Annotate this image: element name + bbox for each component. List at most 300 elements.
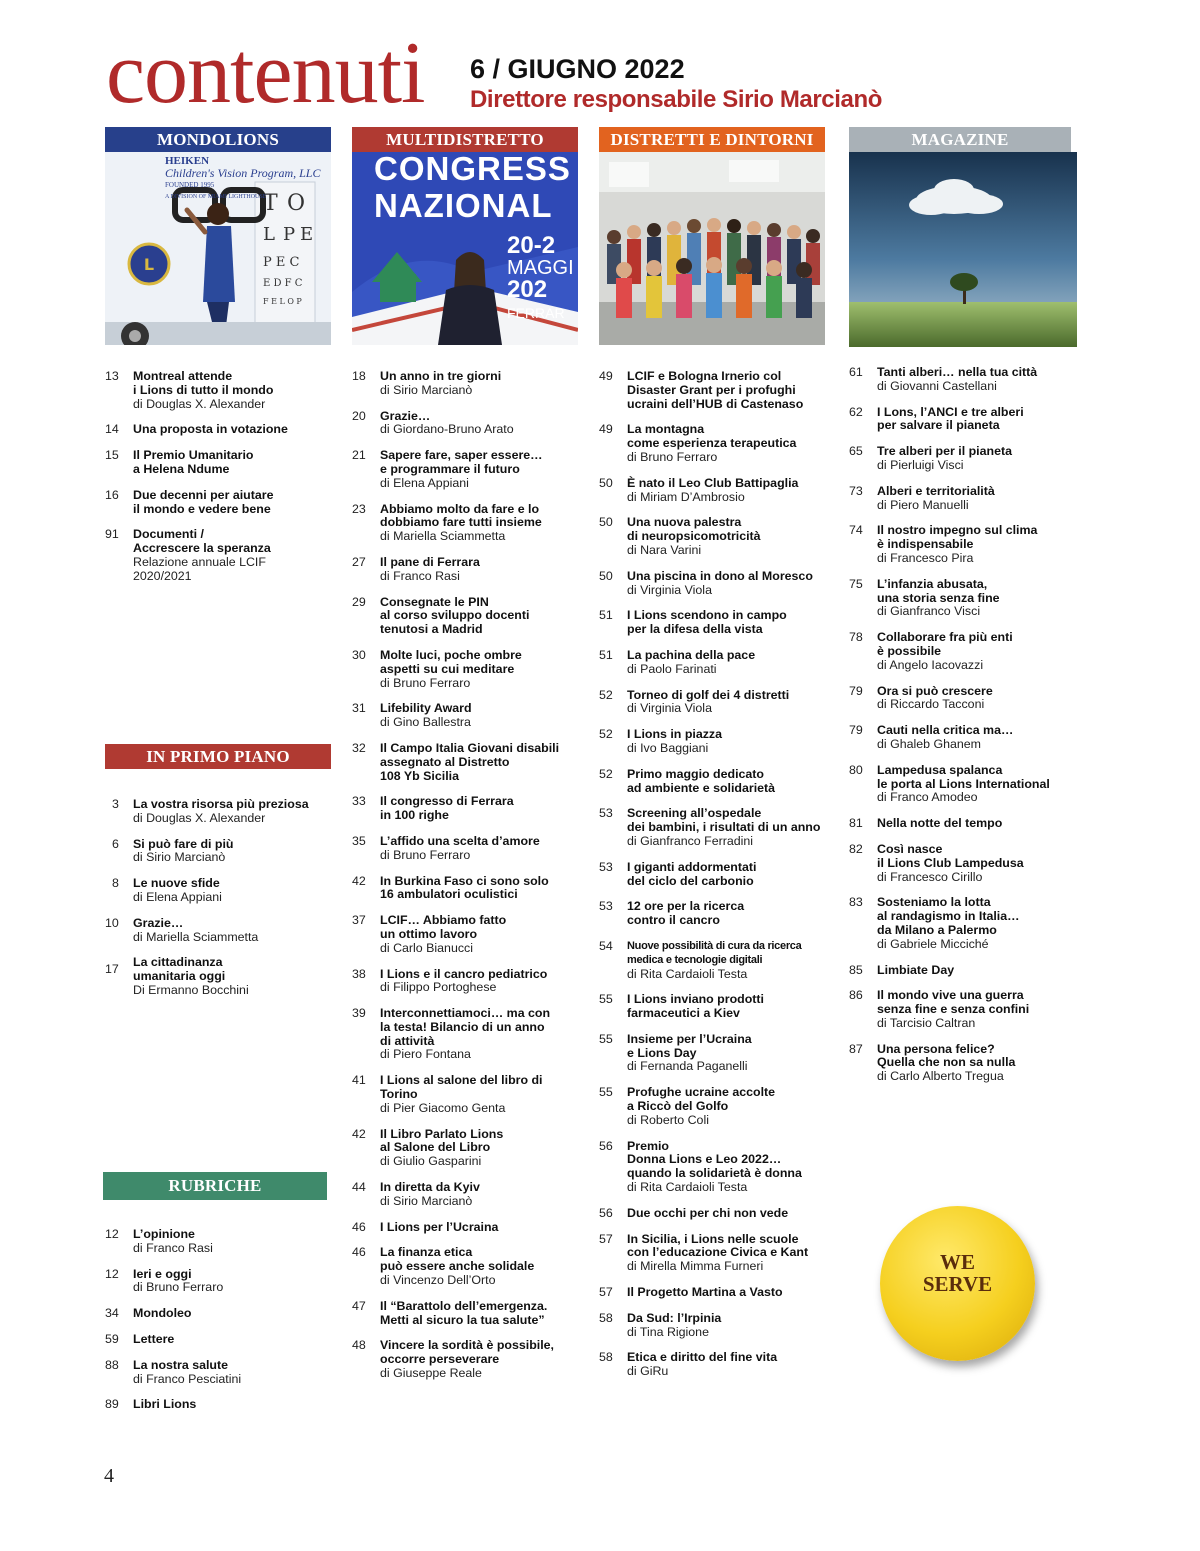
section-header-mondolions: MONDOLIONS — [105, 127, 331, 152]
toc-entry[interactable] — [599, 728, 825, 756]
entry-title: Si può fare di più — [133, 836, 234, 851]
svg-text:T: T — [263, 191, 278, 216]
toc-entry[interactable] — [849, 1043, 1075, 1084]
toc-entry[interactable] — [599, 1033, 825, 1074]
page-ref: 16 — [105, 487, 119, 502]
toc-entry[interactable] — [849, 524, 1075, 565]
page-ref: 37 — [352, 913, 366, 928]
svg-text:E: E — [300, 224, 314, 245]
toc-entry[interactable] — [105, 449, 331, 477]
section-header-multidistretto: MULTIDISTRETTO — [352, 127, 578, 152]
entry-title: I Lons, l’ANCI e tre alberi per salvare il pianeta — [877, 404, 1024, 433]
toc-entry[interactable] — [352, 449, 578, 490]
entry-title: Molte luci, poche ombre aspetti su cui meditare — [380, 647, 522, 676]
toc-entry[interactable] — [599, 423, 825, 464]
toc-entry[interactable] — [105, 370, 331, 411]
toc-list-rubriche — [105, 1228, 331, 1424]
toc-entry[interactable] — [599, 516, 825, 557]
entry-title: Lifebility Award — [380, 701, 472, 716]
page-ref: 61 — [849, 365, 863, 379]
page-ref: 34 — [105, 1306, 119, 1321]
page-ref: 14 — [105, 422, 119, 437]
entry-title: Così nasce il Lions Club Lampedusa — [877, 841, 1024, 870]
toc-entry[interactable] — [599, 900, 825, 928]
page-ref: 81 — [849, 816, 863, 831]
photo-caption-heiken: HEIKEN — [165, 155, 210, 167]
entry-title: Sapere fare, saper essere… e programmare il futuro — [380, 448, 543, 476]
magazine-tree-photo — [849, 152, 1077, 347]
toc-entry[interactable] — [599, 1286, 825, 1300]
entry-author: di Filippo Portoghese — [380, 980, 497, 995]
page-ref: 78 — [849, 630, 863, 645]
entry-author: di Ghaleb Ghanem — [877, 736, 982, 751]
svg-text:O: O — [287, 191, 306, 216]
entry-title: Due occhi per chi non vede — [627, 1205, 789, 1220]
badge-line-we: WE — [939, 1250, 975, 1274]
entry-author: di Pier Giacomo Genta — [380, 1100, 506, 1115]
entry-author: di Gianfranco Ferradini — [627, 833, 754, 848]
section-in-primo-piano — [105, 744, 331, 769]
section-multidistretto — [352, 127, 578, 345]
page-ref: 88 — [105, 1357, 119, 1372]
toc-entry[interactable] — [105, 1333, 331, 1347]
banner-line-nazionale: NAZIONAL — [374, 187, 553, 224]
banner-line-month: MAGGI — [507, 257, 574, 279]
page-ref: 87 — [849, 1041, 863, 1056]
entry-title: La pachina della pace — [627, 647, 756, 662]
banner-line-dates: 20-2 — [507, 232, 556, 259]
page-ref: 82 — [849, 841, 863, 856]
entry-title: La vostra risorsa più preziosa — [133, 797, 309, 811]
entry-title: Una persona felice? Quella che non sa nulla — [877, 1041, 1016, 1070]
entry-title: Grazie… — [380, 408, 431, 423]
entry-author: di Giovanni Castellani — [877, 378, 997, 393]
page-ref: 74 — [849, 523, 863, 538]
page-ref: 17 — [105, 962, 119, 977]
toc-entry[interactable] — [599, 1207, 825, 1221]
toc-entry[interactable] — [352, 1339, 578, 1380]
toc-entry[interactable] — [352, 795, 578, 823]
toc-entry[interactable] — [849, 989, 1075, 1030]
page-ref: 73 — [849, 483, 863, 498]
toc-entry[interactable] — [105, 1398, 331, 1412]
page-ref: 46 — [352, 1219, 366, 1234]
page-ref: 52 — [599, 766, 613, 781]
page-ref: 57 — [599, 1231, 613, 1246]
page-ref: 46 — [352, 1245, 366, 1260]
entry-title: I Lions in piazza — [627, 727, 723, 742]
page-ref: 50 — [599, 515, 613, 530]
entry-title: Nuove possibilità di cura da ricerca medica e tecnologie digitali — [627, 939, 802, 966]
entry-author: di Elena Appiani — [133, 889, 222, 904]
toc-entry[interactable] — [599, 807, 825, 848]
section-header-distretti: DISTRETTI E DINTORNI — [599, 127, 825, 152]
toc-entry[interactable] — [352, 1181, 578, 1209]
section-header-magazine: MAGAZINE — [849, 127, 1071, 152]
page-ref: 8 — [112, 876, 119, 891]
svg-text:P: P — [283, 224, 296, 245]
entry-title: Un anno in tre giorni — [380, 369, 502, 383]
toc-entry[interactable] — [105, 838, 331, 866]
page-ref: 30 — [352, 647, 366, 662]
toc-entry[interactable] — [599, 1233, 825, 1274]
entry-title: I Lions al salone del libro di Torino — [380, 1073, 543, 1102]
entry-title: I Lions per l’Ucraina — [380, 1219, 499, 1234]
entry-author: di Vincenzo Dell’Orto — [380, 1273, 496, 1288]
toc-entry[interactable] — [849, 631, 1075, 672]
banner-line-year: 202 — [507, 276, 548, 303]
toc-entry[interactable] — [105, 1228, 331, 1256]
entry-author: Relazione annuale LCIF 2020/2021 — [133, 554, 266, 583]
entry-author: di Giuseppe Reale — [380, 1366, 482, 1381]
entry-title: Il Libro Parlato Lions al Salone del Libro — [380, 1126, 504, 1155]
toc-entry[interactable] — [352, 875, 578, 903]
toc-entry[interactable] — [599, 1351, 825, 1379]
toc-entry[interactable] — [105, 917, 331, 945]
entry-author: di Mirella Mimma Furneri — [627, 1259, 764, 1274]
toc-entry[interactable] — [849, 724, 1075, 752]
page-ref: 33 — [352, 794, 366, 809]
page-ref: 55 — [599, 1085, 613, 1100]
section-distretti — [599, 127, 825, 345]
entry-author: di Riccardo Tacconi — [877, 697, 985, 712]
entry-title: I Lions scendono in campo per la difesa della vista — [627, 608, 787, 637]
entry-author: Di Ermanno Bocchini — [133, 982, 249, 997]
toc-entry[interactable] — [352, 742, 578, 783]
page-ref: 42 — [352, 873, 366, 888]
page-ref: 55 — [599, 1031, 613, 1046]
entry-title: Due decenni per aiutare il mondo e vedere bene — [133, 487, 274, 516]
page-ref: 29 — [352, 594, 366, 609]
entry-title: Sosteniamo la lotta al randagismo in Italia… da Milano a Palermo — [877, 895, 1020, 937]
page-ref: 41 — [352, 1073, 366, 1088]
toc-entry[interactable] — [352, 1128, 578, 1169]
toc-entry[interactable] — [352, 1007, 578, 1062]
page-ref: 32 — [352, 740, 366, 755]
entry-title: L’affido una scelta d’amore — [380, 833, 540, 848]
toc-entry[interactable] — [352, 1221, 578, 1235]
entry-author: di Bruno Ferraro — [380, 847, 471, 862]
entry-title: Vincere la sordità è possibile, occorre perseverare — [380, 1338, 555, 1367]
entry-author: di Mariella Sciammetta — [380, 529, 506, 544]
toc-entry[interactable] — [849, 964, 1075, 978]
toc-entry[interactable] — [352, 914, 578, 955]
toc-entry[interactable] — [849, 485, 1075, 513]
entry-author: di Tina Rigione — [627, 1324, 709, 1339]
toc-entry[interactable] — [105, 956, 331, 997]
toc-entry[interactable] — [352, 503, 578, 544]
page-ref: 50 — [599, 475, 613, 490]
entry-author: di Elena Appiani — [380, 475, 469, 490]
entry-author: di Fernanda Paganelli — [627, 1059, 748, 1074]
entry-author: di Francesco Cirillo — [877, 869, 983, 884]
page-ref: 15 — [105, 448, 119, 463]
toc-entry[interactable] — [849, 445, 1075, 473]
toc-entry[interactable] — [849, 685, 1075, 713]
entry-title: Etica e diritto del fine vita — [627, 1350, 778, 1365]
page-ref: 20 — [352, 408, 366, 423]
svg-text:F E L O P: F E L O P — [263, 297, 302, 306]
entry-title: In diretta da Kyiv — [380, 1180, 480, 1195]
toc-entry[interactable] — [849, 764, 1075, 805]
toc-entry[interactable] — [105, 798, 331, 826]
entry-author: di GiRu — [627, 1364, 669, 1379]
page-ref: 39 — [352, 1006, 366, 1021]
entry-title: Il nostro impegno sul clima è indispensabile — [877, 523, 1038, 552]
entry-title: Abbiamo molto da fare e lo dobbiamo fare tutti insieme — [380, 501, 542, 530]
entry-title: Il pane di Ferrara — [380, 554, 480, 569]
entry-author: di Bruno Ferraro — [627, 449, 718, 464]
entry-title: Una proposta in votazione — [133, 422, 288, 437]
toc-entry[interactable] — [599, 649, 825, 677]
entry-author: di Franco Rasi — [380, 568, 460, 583]
entry-title: I Lions e il cancro pediatrico — [380, 966, 548, 981]
entry-author: di Tarcisio Caltran — [877, 1015, 976, 1030]
toc-list-in-primo-piano — [105, 798, 331, 1010]
entry-title: Una nuova palestra di neuropsicomotricità — [627, 515, 761, 544]
page-ref: 54 — [599, 938, 613, 953]
entry-title: Alberi e territorialità — [877, 483, 995, 498]
toc-entry[interactable] — [599, 570, 825, 598]
issue-date: 6 / GIUGNO 2022 — [470, 54, 685, 84]
entry-title: Libri Lions — [133, 1397, 197, 1412]
page-ref: 35 — [352, 833, 366, 848]
entry-title: Cauti nella critica ma… — [877, 723, 1014, 738]
toc-entry[interactable] — [599, 861, 825, 889]
toc-entry[interactable] — [105, 528, 331, 583]
we-serve-badge — [880, 1206, 1035, 1361]
entry-author: di Franco Amodeo — [877, 790, 978, 805]
entry-title: I Lions inviano prodotti farmaceutici a Kiev — [627, 992, 764, 1021]
entry-title: La montagna come esperienza terapeutica — [627, 422, 797, 451]
entry-author: di Sirio Marcianò — [380, 382, 473, 397]
section-header-in-primo-piano: IN PRIMO PIANO — [105, 744, 331, 769]
entry-author: di Francesco Pira — [877, 550, 974, 565]
entry-author: di Gino Ballestra — [380, 715, 471, 730]
section-rubriche — [103, 1172, 327, 1200]
entry-title: In Burkina Faso ci sono solo 16 ambulatori oculistici — [380, 873, 549, 902]
entry-title: Limbiate Day — [877, 962, 955, 977]
toc-entry[interactable] — [849, 843, 1075, 884]
entry-author: di Paolo Farinati — [627, 661, 717, 676]
director-line: Direttore responsabile Sirio Marcianò — [470, 86, 882, 113]
section-magazine — [849, 127, 1077, 347]
page-ref: 53 — [599, 806, 613, 821]
page-ref: 52 — [599, 727, 613, 742]
page-ref: 58 — [599, 1310, 613, 1325]
entry-title: Lampedusa spalanca le porta al Lions International — [877, 762, 1050, 791]
entry-author: di Angelo Iacovazzi — [877, 657, 984, 672]
toc-entry[interactable] — [352, 370, 578, 398]
toc-entry[interactable] — [599, 689, 825, 717]
section-mondolions — [105, 127, 331, 345]
toc-entry[interactable] — [599, 768, 825, 796]
toc-entry[interactable] — [352, 556, 578, 584]
entry-title: Tanti alberi… nella tua città — [877, 365, 1038, 379]
entry-title: Lettere — [133, 1331, 175, 1346]
toc-entry[interactable] — [849, 406, 1075, 434]
toc-entry[interactable] — [105, 1268, 331, 1296]
entry-author: di Pierluigi Visci — [877, 457, 964, 472]
toc-entry[interactable] — [849, 896, 1075, 951]
toc-entry[interactable] — [849, 366, 1075, 394]
entry-author: di Miriam D’Ambrosio — [627, 489, 745, 504]
toc-entry[interactable] — [352, 835, 578, 863]
entry-title: In Sicilia, i Lions nelle scuole con l’educazione Civica e Kant — [627, 1231, 809, 1260]
entry-author: di Douglas X. Alexander — [133, 810, 266, 825]
masthead-title: contenuti — [106, 25, 425, 122]
entry-author: di Piero Fontana — [380, 1047, 471, 1062]
entry-author: di Piero Manuelli — [877, 497, 969, 512]
page-ref: 80 — [849, 762, 863, 777]
photo-caption-program: Children's Vision Program, LLC — [165, 166, 321, 180]
page-ref: 56 — [599, 1138, 613, 1153]
page-ref: 91 — [105, 527, 119, 542]
toc-entry[interactable] — [105, 1359, 331, 1387]
entry-title: Ora si può crescere — [877, 683, 993, 698]
entry-title: LCIF e Bologna Irnerio col Disaster Grant per i profughi ucraini dell’HUB di Castenaso — [627, 369, 804, 411]
entry-author: di Bruno Ferraro — [133, 1280, 224, 1295]
entry-author: di Nara Varini — [627, 542, 702, 557]
svg-text:L: L — [263, 224, 275, 245]
toc-entry[interactable] — [352, 1074, 578, 1115]
entry-title: Il mondo vive una guerra senza fine e senza confini — [877, 988, 1030, 1017]
page-ref: 79 — [849, 723, 863, 738]
mondolions-photo — [105, 152, 331, 345]
badge-line-serve: SERVE — [922, 1272, 993, 1296]
entry-title: Grazie… — [133, 915, 184, 930]
page-ref: 65 — [849, 444, 863, 459]
toc-entry[interactable] — [352, 702, 578, 730]
entry-title: Ieri e oggi — [133, 1266, 192, 1281]
entry-author: di Giordano-Bruno Arato — [380, 422, 514, 437]
entry-title: La cittadinanza umanitaria oggi — [133, 955, 226, 984]
toc-entry[interactable] — [352, 596, 578, 637]
toc-entry[interactable] — [105, 1307, 331, 1321]
toc-list-mondolions — [105, 370, 331, 596]
entry-author: di Rita Cardaioli Testa — [627, 1180, 748, 1195]
entry-title: Primo maggio dedicato ad ambiente e solidarietà — [627, 766, 776, 795]
entry-author: di Sirio Marcianò — [133, 850, 226, 865]
toc-entry[interactable] — [599, 993, 825, 1021]
entry-title: Consegnate le PIN al corso sviluppo docenti tenutosi a Madrid — [380, 594, 530, 637]
page-ref: 13 — [105, 369, 119, 383]
page-ref: 83 — [849, 895, 863, 910]
toc-entry[interactable] — [849, 817, 1075, 831]
page-ref: 12 — [105, 1227, 119, 1241]
entry-title: Le nuove sfide — [133, 876, 220, 891]
toc-entry[interactable] — [599, 477, 825, 505]
toc-entry[interactable] — [352, 1300, 578, 1328]
congress-banner — [374, 152, 571, 222]
banner-line-city: FERRAR — [507, 305, 565, 321]
page-ref: 53 — [599, 899, 613, 914]
entry-author: di Giulio Gasparini — [380, 1154, 482, 1169]
page-ref: 55 — [599, 992, 613, 1007]
banner-line-congress: CONGRESS — [374, 152, 571, 187]
toc-list-magazine — [849, 366, 1075, 1096]
photo-caption-founded: FOUNDED 1995 — [165, 181, 215, 189]
page-ref: 79 — [849, 683, 863, 698]
svg-text:L: L — [143, 255, 155, 274]
page-ref: 10 — [105, 915, 119, 930]
entry-title: Il Campo Italia Giovani disabili assegnato al Distretto 108 Yb Sicilia — [380, 740, 560, 783]
page-ref: 44 — [352, 1180, 366, 1195]
toc-list-distretti — [599, 370, 825, 1391]
entry-author: di Bruno Ferraro — [380, 675, 471, 690]
page-ref: 48 — [352, 1338, 366, 1353]
entry-title: Il Premio Umanitario a Helena Ndume — [133, 448, 254, 476]
entry-title: I giganti addormentati del ciclo del carbonio — [627, 859, 757, 888]
page-ref: 51 — [599, 647, 613, 662]
toc-entry[interactable] — [105, 489, 331, 517]
page-ref: 38 — [352, 966, 366, 981]
page-ref: 6 — [112, 836, 119, 851]
toc-entry[interactable] — [599, 940, 825, 981]
toc-entry[interactable] — [849, 578, 1075, 619]
page-number: 4 — [104, 1465, 114, 1487]
page-ref: 59 — [105, 1331, 119, 1346]
multidistretto-photo — [352, 152, 578, 345]
toc-entry[interactable] — [599, 1312, 825, 1340]
page-ref: 21 — [352, 448, 366, 463]
entry-author: di Mariella Sciammetta — [133, 929, 259, 944]
page-ref: 57 — [599, 1285, 613, 1300]
entry-title: La finanza etica può essere anche solidale — [380, 1245, 535, 1274]
toc-entry[interactable] — [105, 877, 331, 905]
entry-title: Interconnettiamoci… ma con la testa! Bilancio di un anno di attività — [380, 1006, 551, 1048]
page-ref: 56 — [599, 1205, 613, 1220]
entry-title: È nato il Leo Club Battipaglia — [627, 475, 799, 490]
toc-entry[interactable] — [352, 649, 578, 690]
toc-entry[interactable] — [352, 968, 578, 996]
entry-title: Il congresso di Ferrara in 100 righe — [380, 794, 514, 823]
page-ref: 52 — [599, 687, 613, 702]
entry-title: Il Progetto Martina a Vasto — [627, 1285, 783, 1300]
toc-list-multidistretto — [352, 370, 578, 1393]
toc-entry[interactable] — [599, 609, 825, 637]
entry-title: Tre alberi per il pianeta — [877, 444, 1012, 459]
page-ref: 31 — [352, 701, 366, 716]
entry-title: 12 ore per la ricerca contro il cancro — [627, 899, 745, 928]
toc-entry[interactable] — [599, 1140, 825, 1195]
entry-title: Torneo di golf dei 4 distretti — [627, 687, 790, 702]
entry-author: di Carlo Alberto Tregua — [877, 1069, 1004, 1084]
distretti-group-photo — [599, 152, 825, 345]
page-ref: 51 — [599, 608, 613, 623]
toc-entry[interactable] — [352, 410, 578, 438]
entry-title: Una piscina in dono al Moresco — [627, 568, 813, 583]
entry-author: di Carlo Bianucci — [380, 940, 473, 955]
entry-title: Il “Barattolo dell’emergenza. Metti al sicuro la tua salute” — [380, 1298, 548, 1327]
entry-title: Da Sud: l’Irpinia — [627, 1310, 722, 1325]
toc-entry[interactable] — [352, 1246, 578, 1287]
entry-title: L’infanzia abusata, una storia senza fine — [877, 576, 1000, 605]
toc-entry[interactable] — [105, 423, 331, 437]
toc-entry[interactable] — [599, 1086, 825, 1127]
page-ref: 50 — [599, 568, 613, 583]
entry-author: di Gianfranco Visci — [877, 604, 981, 619]
entry-author: di Ivo Baggiani — [627, 740, 709, 755]
toc-entry[interactable] — [599, 370, 825, 411]
page-ref: 62 — [849, 404, 863, 419]
entry-author: di Douglas X. Alexander — [133, 396, 266, 411]
entry-title: Mondoleo — [133, 1306, 192, 1321]
entry-title: Documenti / Accrescere la speranza — [133, 527, 271, 556]
entry-author: di Franco Pesciatini — [133, 1371, 242, 1386]
page-ref: 42 — [352, 1126, 366, 1141]
page-ref: 49 — [599, 369, 613, 383]
